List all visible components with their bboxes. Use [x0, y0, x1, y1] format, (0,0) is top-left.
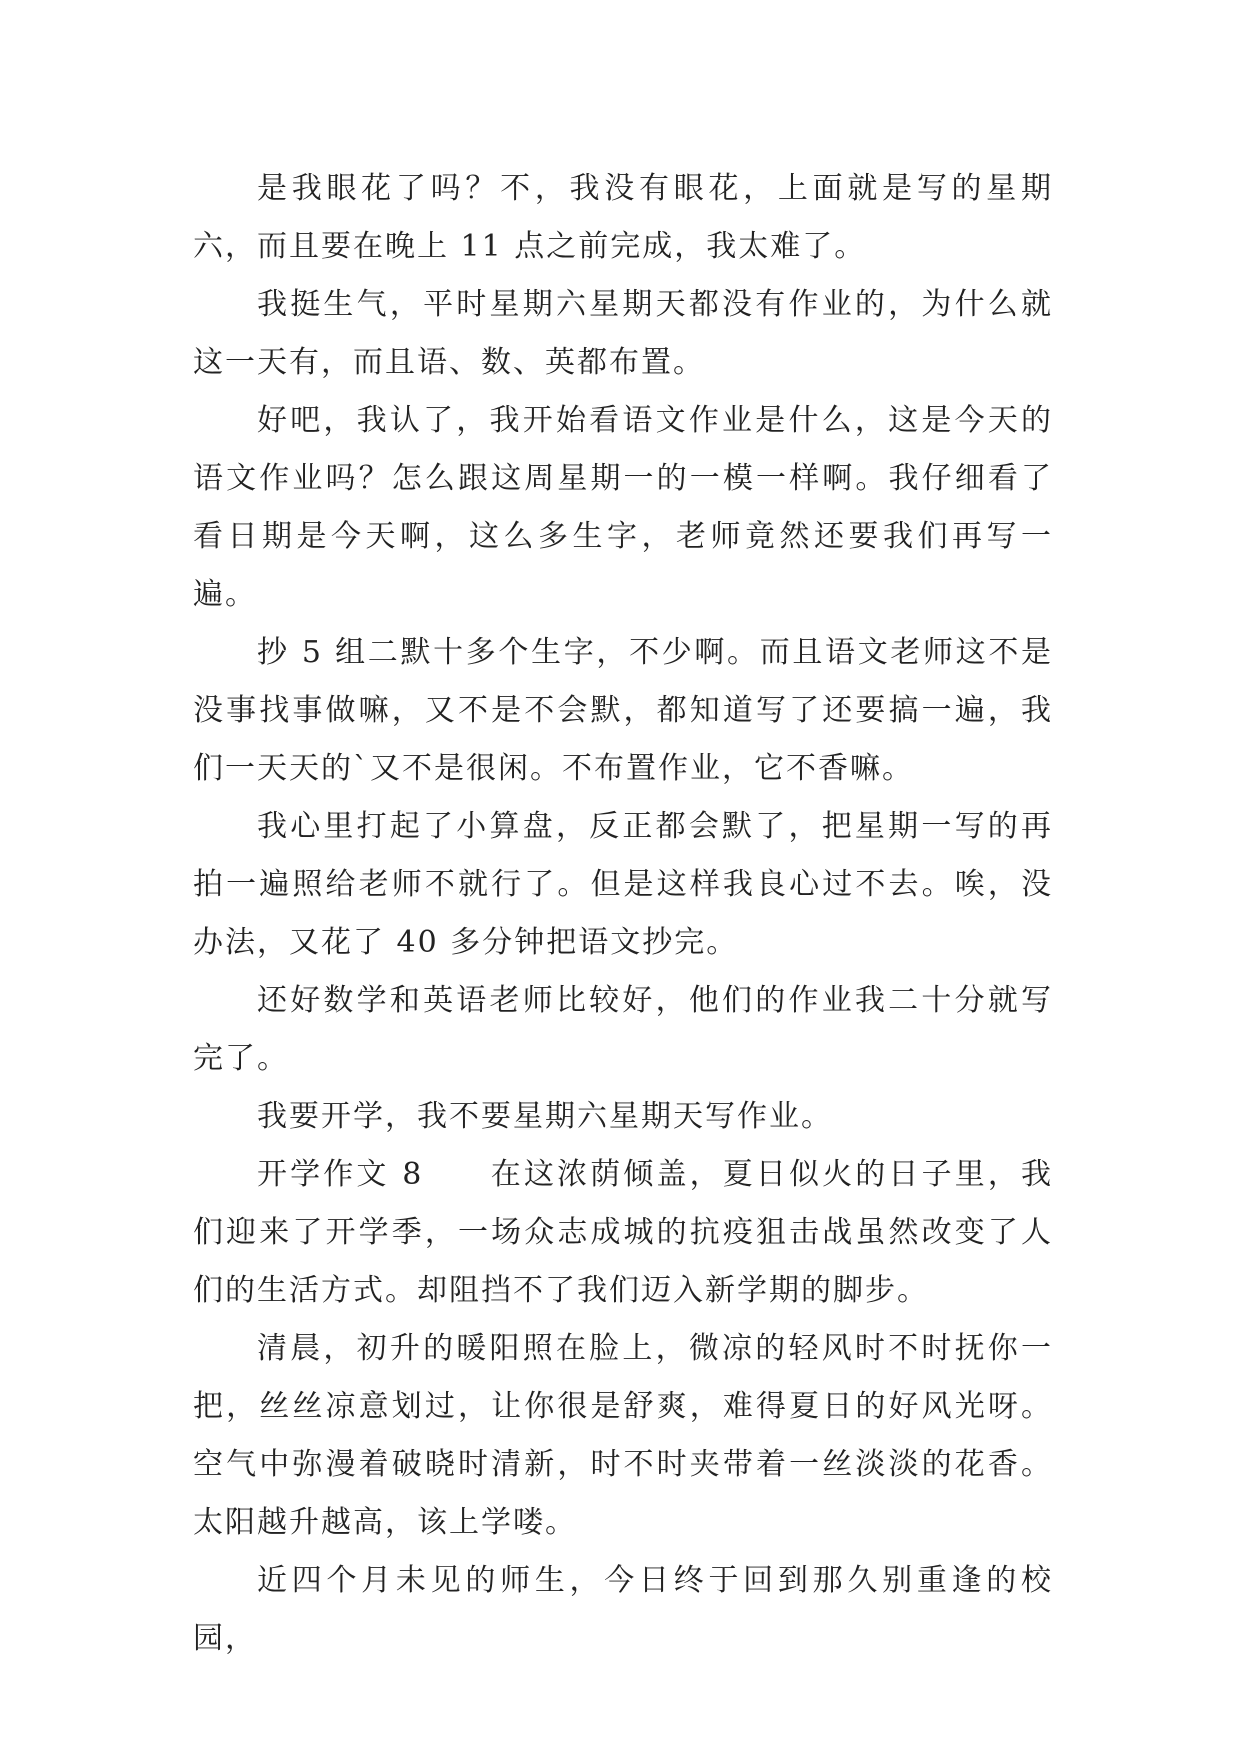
paragraph: 开学作文 8 在这浓荫倾盖，夏日似火的日子里，我们迎来了开学季，一场众志成城的抗疫狙击战虽然改变了人们的生活方式。却阻挡不了我们迈入新学期的脚步。: [193, 1157, 1053, 1308]
paragraph: 还好数学和英语老师比较好，他们的作业我二十分就写完了。: [193, 983, 1053, 1076]
paragraph: 好吧，我认了，我开始看语文作业是什么，这是今天的语文作业吗？怎么跟这周星期一的一模一样啊。我仔细看了看日期是今天啊，这么多生字，老师竟然还要我们再写一遍。: [193, 403, 1053, 612]
paragraph: 近四个月未见的师生，今日终于回到那久别重逢的校园，: [193, 1563, 1053, 1656]
paragraph: 清晨，初升的暖阳照在脸上，微凉的轻风时不时抚你一把，丝丝凉意划过，让你很是舒爽，难得夏日的好风光呀。空气中弥漫着破晓时清新，时不时夹带着一丝淡淡的花香。太阳越升越高，该上学喽。: [193, 1331, 1053, 1540]
paragraph: 我挺生气，平时星期六星期天都没有作业的，为什么就这一天有，而且语、数、英都布置。: [193, 287, 1053, 380]
document-body: [193, 160, 1053, 1668]
paragraph: 我要开学，我不要星期六星期天写作业。: [257, 1099, 833, 1134]
paragraph: 是我眼花了吗？不，我没有眼花，上面就是写的星期六，而且要在晚上 11 点之前完成，我太难了。: [193, 171, 1053, 264]
paragraph: 我心里打起了小算盘，反正都会默了，把星期一写的再拍一遍照给老师不就行了。但是这样我良心过不去。唉，没办法，又花了 40 多分钟把语文抄完。: [193, 809, 1053, 960]
paragraph: 抄 5 组二默十多个生字，不少啊。而且语文老师这不是没事找事做嘛，又不是不会默，都知道写了还要搞一遍，我们一天天的`又不是很闲。不布置作业，它不香嘛。: [193, 635, 1053, 786]
